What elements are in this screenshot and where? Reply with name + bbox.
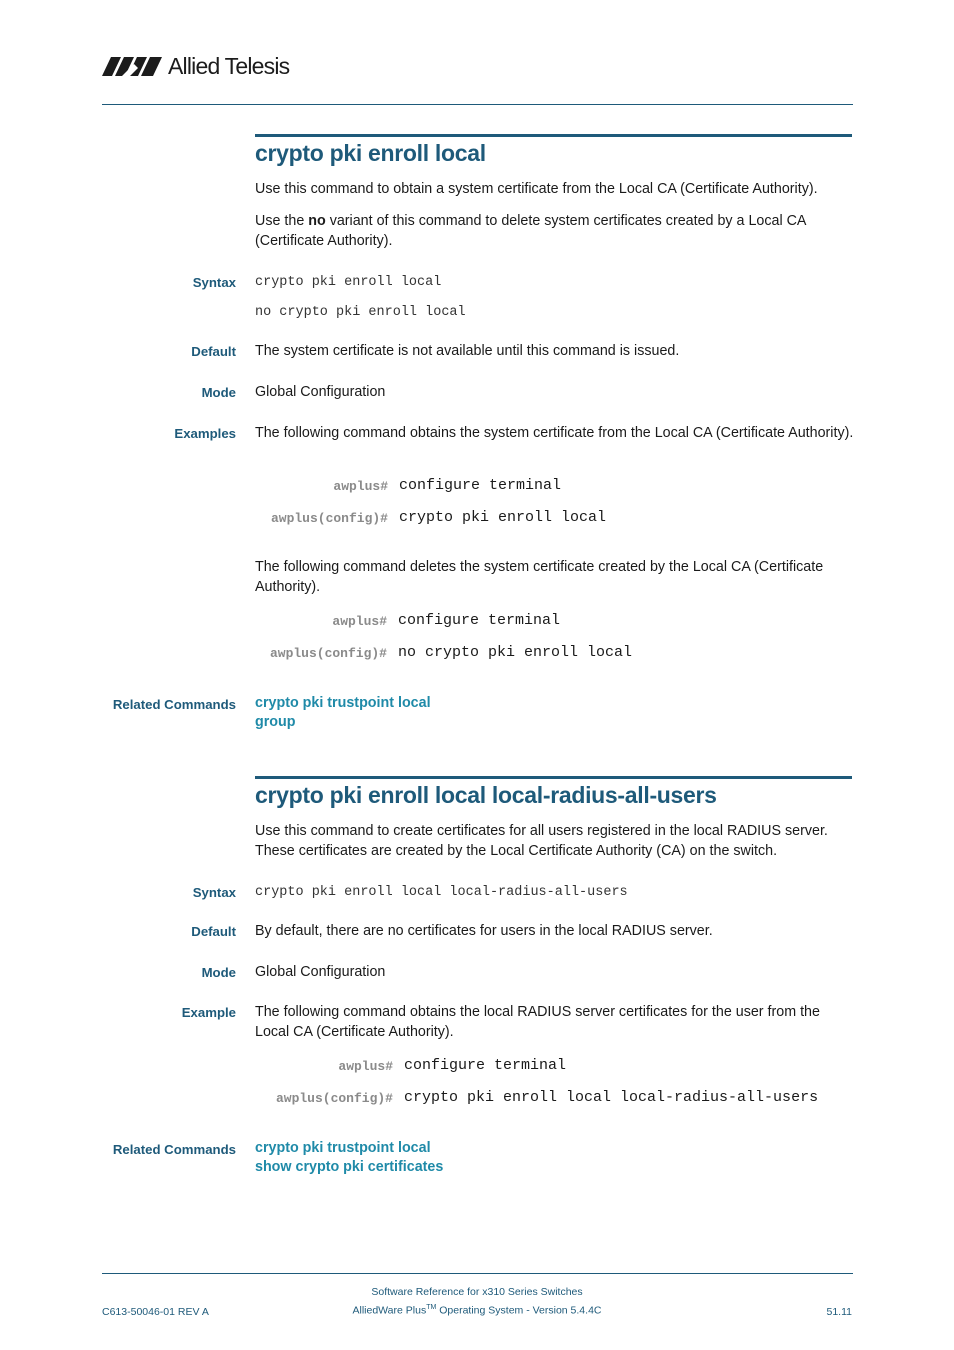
- cli-prompt: awplus(config)#: [275, 1091, 393, 1106]
- example-text: The following command obtains the local RADIUS server certificates for the user from the Local CA (Certificate Authority).: [255, 1004, 820, 1040]
- cli-prompt: awplus#: [332, 614, 387, 629]
- cli-prompt: awplus#: [333, 479, 388, 494]
- cli-prompt: awplus(config)#: [269, 646, 387, 661]
- footer-line2: AlliedWare Plus™ Operating System - Version 5.4.4C: [352, 1304, 602, 1317]
- section2-intro: Use this command to create certificates for all users registered in the local RADIUS server. These certificates are created by the Local Certificate Authority (CA) on the switch.: [255, 823, 828, 859]
- example2-text: The following command deletes the system certificate created by the Local CA (Certificate Authority).: [255, 559, 824, 595]
- related-link-crypto-pki-trustpoint-local[interactable]: crypto pki trustpoint local: [255, 695, 431, 711]
- mode-label: Mode: [201, 965, 236, 980]
- cli-command: crypto pki enroll local local-radius-all-users: [404, 1089, 819, 1106]
- footer-rule: [102, 1273, 853, 1274]
- section2-title-rule: [255, 776, 852, 779]
- footer-page-number: 51.11: [826, 1306, 852, 1318]
- cli-prompt: awplus#: [338, 1059, 393, 1074]
- footer-line1: Software Reference for x310 Series Switches: [371, 1286, 583, 1298]
- cli-command: crypto pki enroll local: [399, 509, 607, 526]
- mode-text: Global Configuration: [255, 964, 386, 980]
- section1-title-rule: [255, 134, 852, 137]
- syntax-label: Syntax: [192, 885, 236, 900]
- syntax-line: crypto pki enroll local local-radius-all-users: [255, 885, 628, 900]
- syntax-line: no crypto pki enroll local: [255, 305, 466, 320]
- mode-text: Global Configuration: [255, 384, 386, 400]
- related-link-show-crypto-pki-certificates[interactable]: show crypto pki certificates: [255, 1159, 444, 1175]
- example-label: Example: [181, 1005, 236, 1020]
- logo-mark-icon: [102, 55, 164, 77]
- default-label: Default: [191, 344, 236, 359]
- mode-label: Mode: [201, 385, 236, 400]
- examples-label: Examples: [174, 426, 236, 441]
- default-text: The system certificate is not available until this command is issued.: [255, 343, 680, 359]
- example1-text: The following command obtains the system certificate from the Local CA (Certificate Authority).: [255, 425, 854, 441]
- cli-command: configure terminal: [399, 477, 562, 494]
- cli-command: configure terminal: [404, 1057, 567, 1074]
- allied-telesis-logo: [102, 52, 289, 80]
- cli-command: no crypto pki enroll local: [398, 644, 633, 661]
- footer-doc-id: C613-50046-01 REV A: [102, 1306, 209, 1318]
- logo-text: Allied Telesis: [168, 52, 290, 79]
- section1-title: crypto pki enroll local: [255, 140, 486, 166]
- related-commands-label: Related Commands: [112, 1142, 236, 1157]
- related-link-group[interactable]: group: [255, 714, 296, 730]
- syntax-label: Syntax: [192, 275, 236, 290]
- section1-intro-2: Use the no variant of this command to delete system certificates created by a Local CA (Certificate Authority).: [255, 213, 806, 249]
- related-link-crypto-pki-trustpoint-local[interactable]: crypto pki trustpoint local: [255, 1140, 431, 1156]
- header-rule: [102, 104, 853, 105]
- section1-intro-1: Use this command to obtain a system certificate from the Local CA (Certificate Authority).: [255, 181, 818, 197]
- default-text: By default, there are no certificates for users in the local RADIUS server.: [255, 923, 713, 939]
- related-commands-label: Related Commands: [112, 697, 236, 712]
- default-label: Default: [191, 924, 236, 939]
- section2-title: crypto pki enroll local local-radius-all-users: [255, 782, 717, 808]
- syntax-line: crypto pki enroll local: [255, 275, 442, 290]
- no-keyword: no: [308, 213, 326, 229]
- cli-prompt: awplus(config)#: [270, 511, 388, 526]
- cli-command: configure terminal: [398, 612, 561, 629]
